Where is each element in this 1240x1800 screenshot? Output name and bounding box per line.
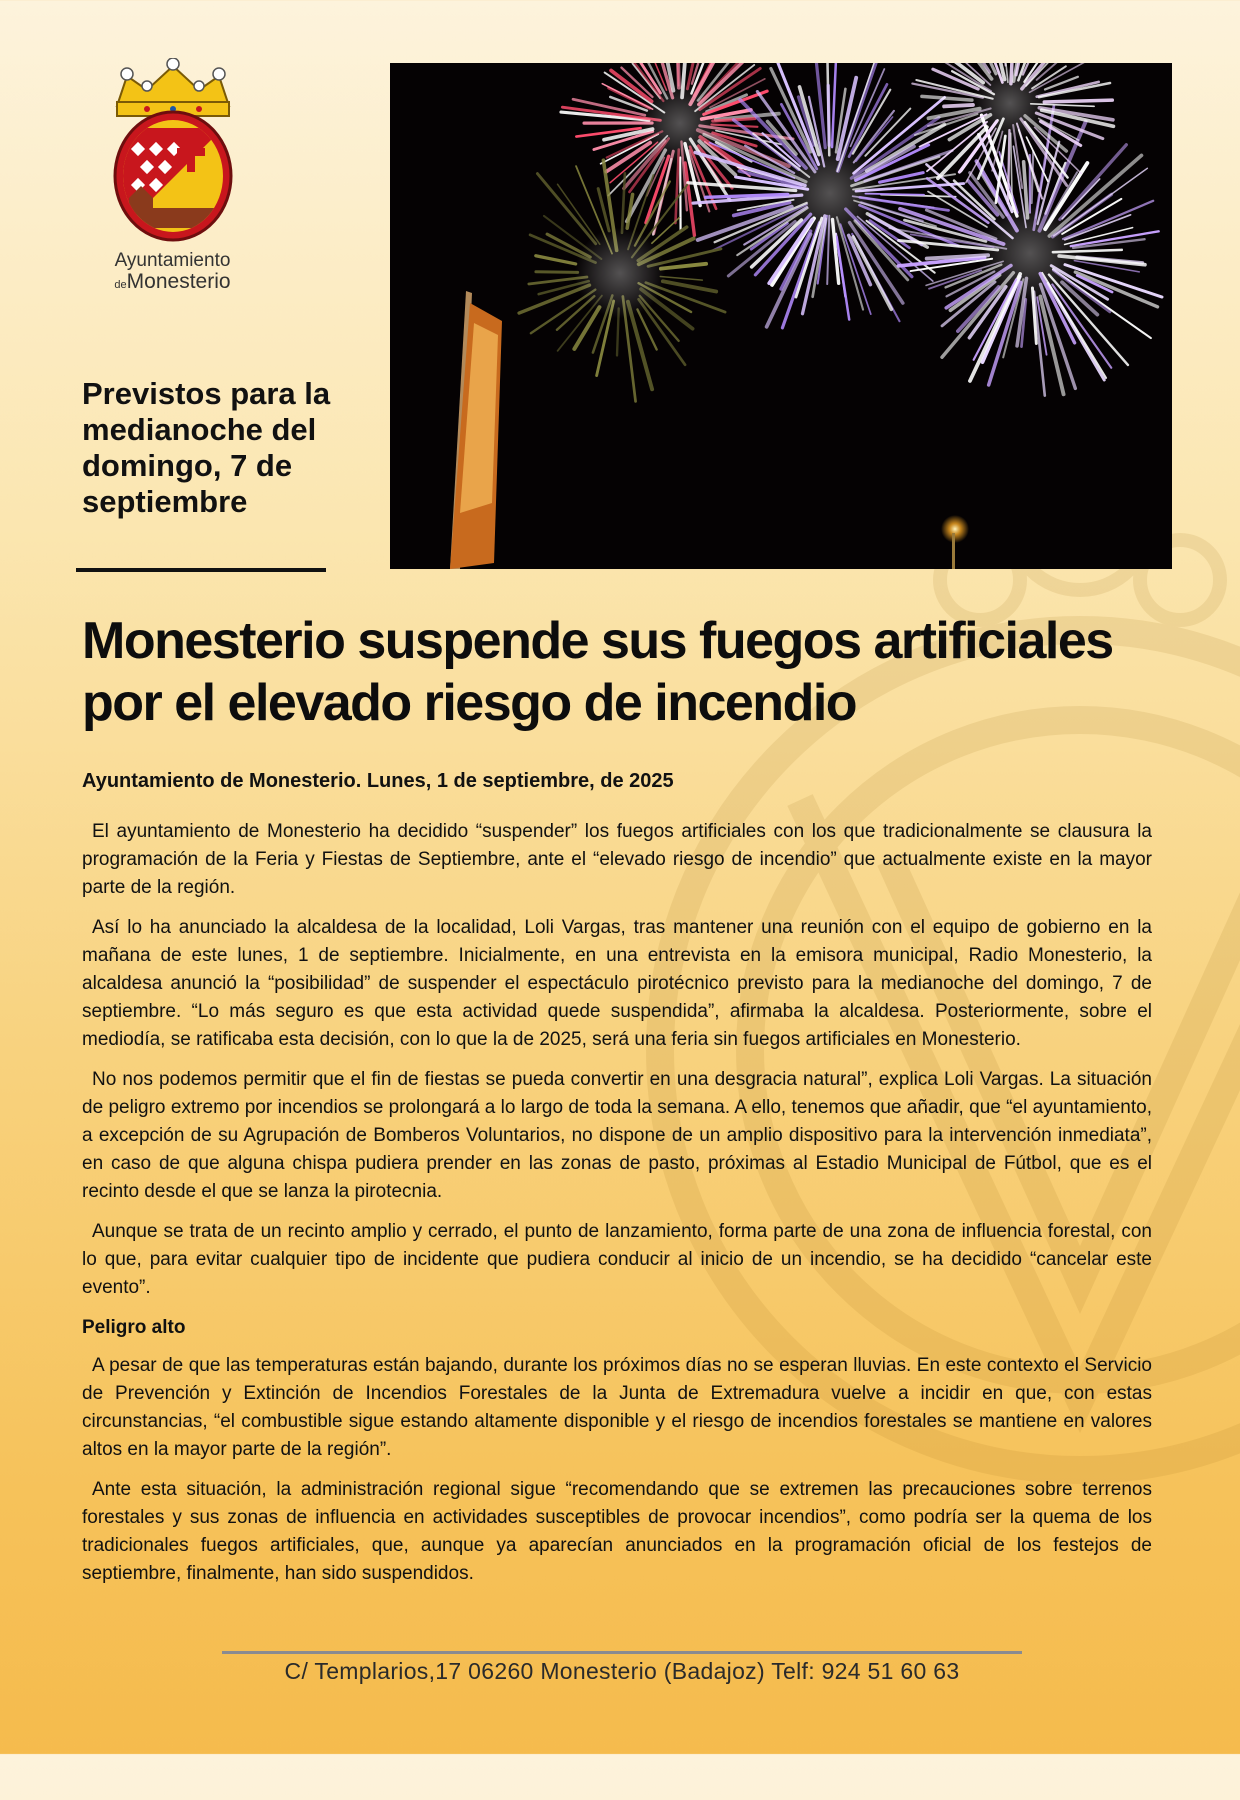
logo-line-2-name: Monesterio [127,270,231,293]
headline: Monesterio suspende sus fuegos artificiales por el elevado riesgo de incendio [82,610,1172,734]
article-paragraph: Ante esta situación, la administración regional sigue “recomendando que se extremen las precauciones sobre terrenos forestales y sus zonas de influencia en actividades susceptibles de provocar incendios”, como podría ser la quema de los tradicionales fuegos artificiales, que, aunque ya aparecían anunciados en la programación oficial de los festejos de septiembre, finalmente, han sido suspendidos. [82,1476,1152,1588]
logo-line-2-prefix: de [114,279,126,291]
firework-spark [536,256,576,264]
article-paragraph: Así lo ha anunciado la alcaldesa de la localidad, Loli Vargas, tras mantener una reunión con el equipo de gobierno en la mañana de este lunes, 1 de septiembre. Inicialmente, en una entrevista en la emisora municipal, Radio Monesterio, la alcaldesa anunció la “posibilidad” de suspender el espectáculo pirotécnico previsto para la medianoche del domingo, 7 de septiembre. “Lo más seguro es que esta actividad quede suspendida”, afirmaba la alcaldesa. Posteriormente, sobre el mediodía, se ratificaba esta decisión, con lo que la de 2025, será una feria sin fuegos artificiales en Monesterio. [82,914,1152,1054]
firework-glow [972,65,1049,142]
firework-spark [660,276,702,280]
firework-spark [663,281,716,291]
article-subheading: Peligro alto [82,1314,1152,1342]
firework-spark [661,264,706,269]
logo-line-1: Ayuntamiento [100,251,245,271]
firework-spark [832,63,836,147]
subhead: Previstos para la medianoche del domingo, 7 de septiembre [82,376,342,520]
firework-spark [611,70,651,101]
firework-spark [915,114,977,135]
footer-divider [222,1651,1022,1654]
firework-glow [778,141,883,246]
article-paragraph: No nos podemos permitir que el fin de fiestas se pueda convertir en una desgracia natural”, explica Loli Vargas. La situación de peligro extremo por incendios se prolongará a lo largo de toda la semana. A ello, tenemos que añadir, que “el ayuntamiento, a excepción de su Agrupación de Bomberos Voluntarios, no dispone de un amplio dispositivo para la intervención inmediata”, en caso de que alguna chispa pudiera prender en las zonas de pasto, próximas al Estadio Municipal de Fútbol, que es el recinto desde el que se lanza la pirotecnia. [82,1066,1152,1206]
firework-glow [575,228,666,319]
article-paragraph: El ayuntamiento de Monesterio ha decidido “suspender” los fuegos artificiales con los que tradicionalmente se clausura la programación de la Feria y Fiestas de Septiembre, ante el “elevado riesgo de incendio” que actualmente existe en la mayor parte de la región. [82,818,1152,902]
firework-spark [1075,272,1157,307]
subhead-divider [76,568,326,572]
firework-spark [558,184,600,244]
article-paragraph: Aunque se trata de un recinto amplio y cerrado, el punto de lanzamiento, forma parte de una zona de influencia forestal, con lo que, para evitar cualquier tipo de incidente que pudiera conducir al inicio de un incendio, se ha decidido “cancelar este evento”. [82,1218,1152,1302]
byline: Ayuntamiento de Monesterio. Lunes, 1 de septiembre, de 2025 [82,770,674,793]
firework-spark [922,96,972,100]
firework-spark [1044,100,1112,102]
article-paragraph: A pesar de que las temperaturas están bajando, durante los próximos días no se esperan lluvias. En este contexto el Servicio de Prevención y Extinción de Incendios Forestales de la Junta de Extremadura vuelve a incidir en que, con estas circunstancias, “el combustible sigue estando altamente disponible y el riesgo de incendios forestales se mantiene en valores altos en la mayor parte de la región”. [82,1352,1152,1464]
footer-address: C/ Templarios,17 06260 Monesterio (Badajoz) Telf: 924 51 60 63 [222,1658,1022,1685]
firework-spark [929,270,981,289]
firework-spark [828,85,829,145]
crown-icon [117,58,229,116]
banner-icon [450,291,502,569]
firework-spark [944,105,973,106]
coat-of-arms-icon [107,58,239,243]
logo-line-2 [100,271,245,293]
article-body [82,818,1152,1600]
fireworks-photo [390,63,1172,569]
firework-glow [978,201,1083,306]
firework-glow [638,81,722,165]
municipal-logo [100,58,245,293]
firework-spark [536,272,578,273]
firework-spark [1039,83,1110,97]
